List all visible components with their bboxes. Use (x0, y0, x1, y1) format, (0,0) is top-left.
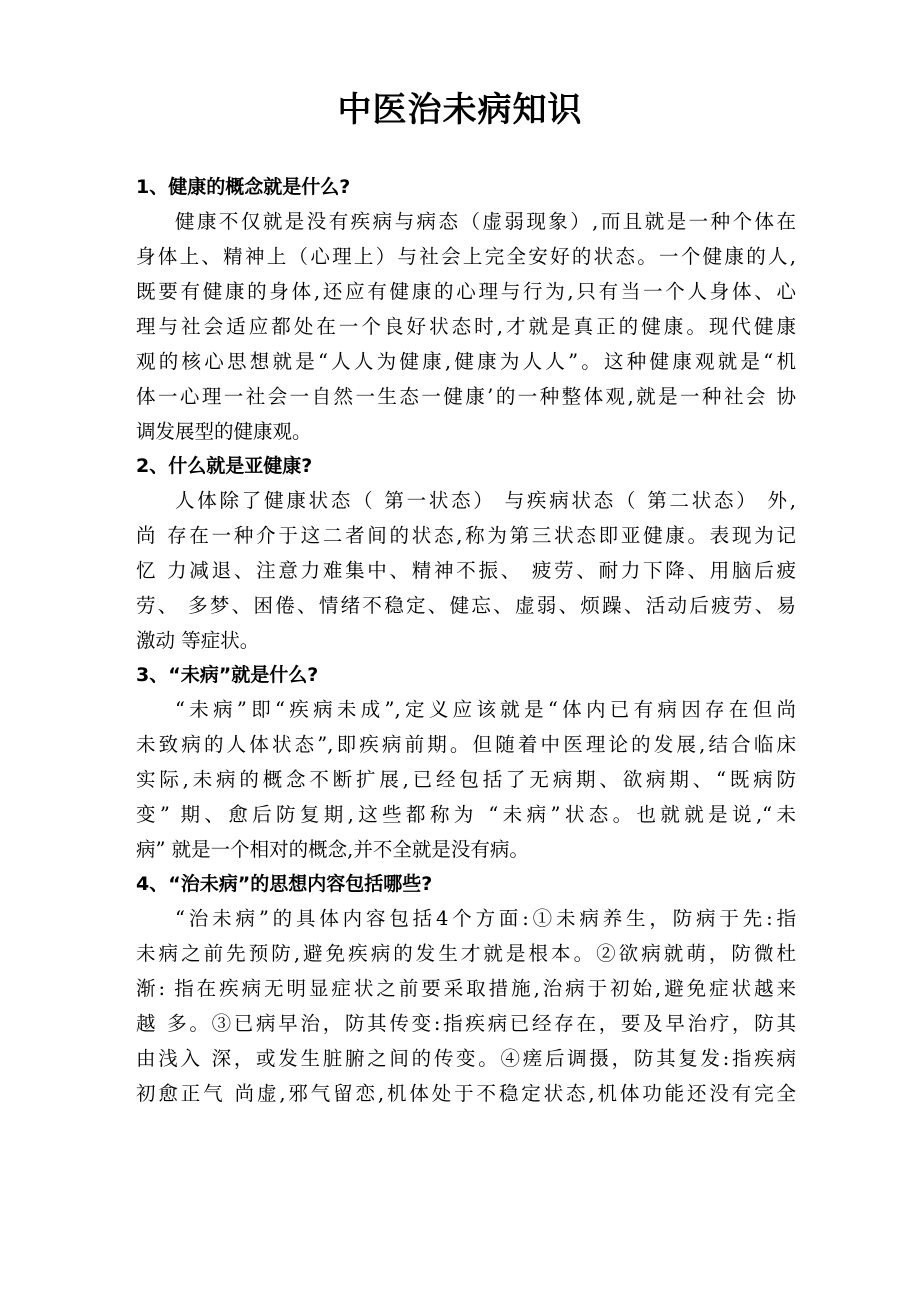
paragraph-line: 未致病的人体状态”,即疾病前期。但随着中医理论的发展,结合临床 (136, 733, 796, 756)
paragraph-line: 既要有健康的身体,还应有健康的心理与行为,只有当一个人身体、心 (136, 280, 796, 303)
section-3 (136, 658, 796, 867)
paragraph-line: 理与社会适应都处在一个良好状态时,才就是真正的健康。现代健康 (136, 315, 796, 338)
paragraph (136, 483, 796, 658)
paragraph-line: 体一心理一社会一自然一生态一健康’的一种整体观,就是一种社会 协 (136, 385, 796, 408)
paragraph-line: 身体上、精神上（心理上）与社会上完全安好的状态。一个健康的人, (136, 245, 796, 268)
paragraph-line: 渐: 指在疾病无明显症状之前要采取措施,治病于初始,避免症状越来 (136, 977, 796, 1000)
paragraph-line: 观的核心思想就是“人人为健康,健康为人人”。这种健康观就是“机 (136, 350, 796, 373)
paragraph-line: “治未病”的具体内容包括4个方面:①未病养生，防病于先:指 (175, 907, 796, 930)
section-1 (136, 170, 796, 449)
paragraph-line: 由浅入 深，或发生脏腑之间的传变。④瘥后调摄，防其复发:指疾病 (136, 1047, 796, 1070)
paragraph-line: 初愈正气 尚虚,邪气留恋,机体处于不稳定状态,机体功能还没有完全 (136, 1082, 796, 1105)
section-heading: 1、健康的概念就是什么? (136, 176, 351, 198)
paragraph-line: “未病”即“疾病未成”,定义应该就是“体内已有病因存在但尚 (175, 698, 796, 721)
paragraph-line: 实际,未病的概念不断扩展,已经包括了无病期、欲病期、“既病防 (136, 768, 796, 791)
section-heading: 3、“未病”就是什么? (136, 664, 319, 686)
document-body (136, 170, 796, 1111)
paragraph-line: 尚 存在一种介于这二者间的状态,称为第三状态即亚健康。表现为记 (136, 524, 796, 547)
paragraph-line: 越 多。③已病早治，防其传变:指疾病已经存在，要及早治疗，防其 (136, 1012, 796, 1035)
paragraph-line: 健康不仅就是没有疾病与病态（虚弱现象）,而且就是一种个体在 (175, 210, 796, 233)
paragraph-line: 激动 等症状。 (136, 629, 260, 652)
paragraph-line: 劳、 多梦、困倦、情绪不稳定、健忘、虚弱、烦躁、活动后疲劳、易 (136, 594, 796, 617)
section-heading: 2、什么就是亚健康? (136, 455, 313, 477)
paragraph-line: 病” 就是一个相对的概念,并不全就是没有病。 (136, 838, 529, 861)
section-4 (136, 867, 796, 1111)
paragraph-line: 忆 力减退、注意力难集中、精神不振、 疲劳、耐力下降、用脑后疲 (136, 559, 796, 582)
paragraph-line: 变” 期、愈后防复期,这些都称为 “未病”状态。也就就是说,“未 (136, 803, 796, 826)
paragraph (136, 692, 796, 867)
section-heading: 4、“治未病”的思想内容包括哪些? (136, 873, 433, 895)
paragraph-line: 人体除了健康状态（ 第一状态） 与疾病状态（ 第二状态） 外, (175, 489, 796, 512)
paragraph (136, 901, 796, 1111)
paragraph-line: 未病之前先预防,避免疾病的发生才就是根本。②欲病就萌，防微杜 (136, 942, 796, 965)
section-2 (136, 449, 796, 658)
page-title: 中医治未病知识 (337, 90, 583, 130)
paragraph-line: 调发展型的健康观。 (136, 420, 312, 443)
paragraph (136, 204, 796, 449)
